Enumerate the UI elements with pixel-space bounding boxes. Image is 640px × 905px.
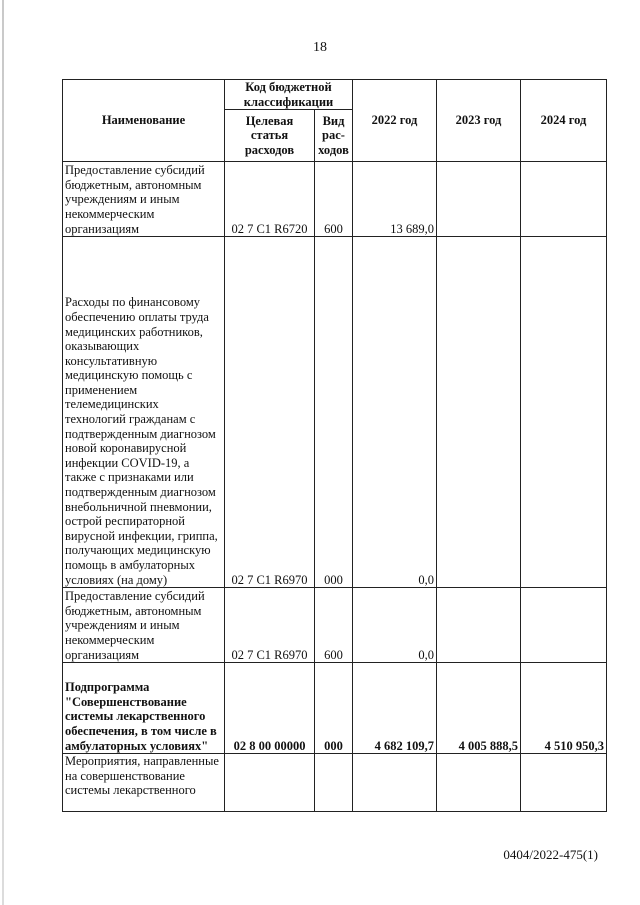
row-name: Подпрограмма "Совершенствование системы лекарственного обеспечения, в том числе в амбулаторных условиях" bbox=[63, 663, 225, 754]
table-row bbox=[63, 754, 607, 812]
row-2023 bbox=[437, 237, 521, 588]
row-2022: 13 689,0 bbox=[353, 162, 437, 237]
table-row-subprogram bbox=[63, 663, 607, 754]
row-name: Предоставление субсидий бюджетным, автономным учреждениям и иным некоммерческим организациям bbox=[63, 162, 225, 237]
row-kind: 000 bbox=[315, 237, 353, 588]
row-code: 02 7 С1 R6720 bbox=[225, 162, 315, 237]
header-expense-kind: Вид рас-ходов bbox=[315, 110, 353, 162]
row-2024 bbox=[521, 588, 607, 663]
row-code: 02 7 С1 R6970 bbox=[225, 588, 315, 663]
row-code: 02 7 С1 R6970 bbox=[225, 237, 315, 588]
scan-edge bbox=[2, 0, 4, 905]
row-code: 02 8 00 00000 bbox=[225, 663, 315, 754]
row-2023: 4 005 888,5 bbox=[437, 663, 521, 754]
header-2022: 2022 год bbox=[353, 80, 437, 162]
table-row bbox=[63, 237, 607, 588]
row-2022: 0,0 bbox=[353, 588, 437, 663]
row-2024 bbox=[521, 754, 607, 812]
row-2024 bbox=[521, 162, 607, 237]
header-2024: 2024 год bbox=[521, 80, 607, 162]
page-number: 18 bbox=[313, 40, 327, 55]
row-kind: 000 bbox=[315, 663, 353, 754]
row-2023 bbox=[437, 754, 521, 812]
row-name: Расходы по финансовому обеспечению оплаты труда медицинских работников, оказывающих консультативную медицинскую помощь с применением телемедицинских технологий гражданам с подтвержденным диагнозом новой коронавирусной инфекции COVID-19, а также с признаками или подтвержденным диагнозом внебольничной пневмонии, острой респираторной вирусной инфекции, гриппа, получающих медицинскую помощь в амбулаторных условиях (на дому) bbox=[63, 237, 225, 588]
row-2022: 4 682 109,7 bbox=[353, 663, 437, 754]
document-code: 0404/2022-475(1) bbox=[503, 847, 598, 862]
row-kind: 600 bbox=[315, 588, 353, 663]
row-kind: 600 bbox=[315, 162, 353, 237]
row-2024 bbox=[521, 237, 607, 588]
table-row bbox=[63, 588, 607, 663]
header-name: Наименование bbox=[63, 80, 225, 162]
header-budget-code-group: Код бюджетной классификации bbox=[225, 80, 353, 110]
row-name: Предоставление субсидий бюджетным, автономным учреждениям и иным некоммерческим организациям bbox=[63, 588, 225, 663]
header-target-item: Целевая статья расходов bbox=[225, 110, 315, 162]
row-2022: 0,0 bbox=[353, 237, 437, 588]
header-2023: 2023 год bbox=[437, 80, 521, 162]
row-name: Мероприятия, направленные на совершенствование системы лекарственного bbox=[63, 754, 225, 812]
budget-table bbox=[62, 79, 607, 812]
row-code bbox=[225, 754, 315, 812]
row-2024: 4 510 950,3 bbox=[521, 663, 607, 754]
row-2022 bbox=[353, 754, 437, 812]
row-kind bbox=[315, 754, 353, 812]
table-row bbox=[63, 162, 607, 237]
row-2023 bbox=[437, 162, 521, 237]
row-2023 bbox=[437, 588, 521, 663]
